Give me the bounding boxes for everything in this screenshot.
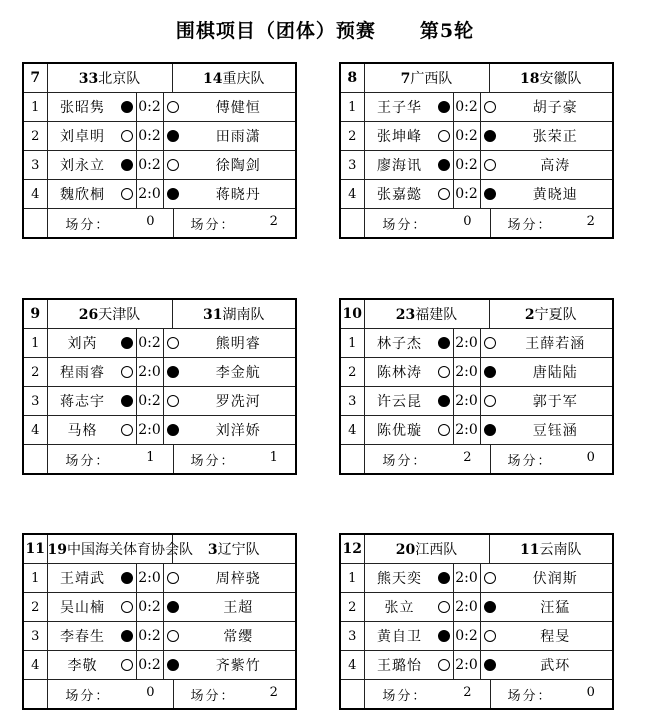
black-stone-icon (121, 337, 133, 349)
team-b-number: 3 (207, 542, 218, 558)
game-row (23, 151, 296, 180)
team-b-name: 安徽队 (539, 71, 582, 87)
team-b-score: 2 (269, 213, 278, 229)
game-result: 2:0 (138, 570, 161, 586)
black-stone-icon (484, 188, 496, 200)
black-stone-icon (121, 101, 133, 113)
team-b-name: 宁夏队 (534, 307, 577, 323)
team-b (172, 63, 296, 93)
player-b: 张荣正 (532, 129, 578, 145)
table-number: 9 (23, 299, 47, 329)
score-label: 场分： (65, 688, 111, 704)
game-result: 2:0 (455, 422, 478, 438)
team-b-name: 湖南队 (222, 307, 265, 323)
board-number: 4 (340, 416, 364, 445)
game-result: 0:2 (138, 128, 161, 144)
black-stone-icon (121, 159, 133, 171)
white-stone-icon (167, 159, 179, 171)
black-stone-icon (484, 601, 496, 613)
game-row (340, 329, 613, 358)
board-number: 3 (340, 387, 364, 416)
team-a-score: 0 (146, 684, 155, 700)
player-a: 张立 (384, 600, 415, 616)
game-row (23, 329, 296, 358)
team-a (47, 299, 172, 329)
player-a: 黄自卫 (377, 629, 422, 645)
game-result: 2:0 (455, 570, 478, 586)
player-b: 高涛 (540, 158, 571, 174)
board-number: 4 (23, 416, 47, 445)
board-number: 4 (23, 651, 47, 680)
team-a (47, 534, 193, 564)
black-stone-icon (167, 659, 179, 671)
score-label: 场分： (382, 453, 428, 469)
player-a: 廖海讯 (377, 158, 422, 174)
player-a: 程雨睿 (60, 365, 105, 381)
game-row (23, 564, 296, 593)
white-stone-icon (484, 630, 496, 642)
player-a: 林子杰 (377, 336, 422, 352)
team-a (364, 534, 489, 564)
team-a-number: 23 (395, 307, 416, 323)
white-stone-icon (484, 572, 496, 584)
player-b: 刘洋娇 (215, 423, 261, 439)
game-result: 0:2 (138, 393, 161, 409)
team-b-number: 31 (203, 307, 223, 323)
player-a: 马格 (67, 423, 98, 439)
game-row (23, 622, 296, 651)
white-stone-icon (484, 101, 496, 113)
team-a-name: 中国海关体育协会队 (66, 542, 193, 558)
game-result: 0:2 (138, 599, 161, 615)
game-result: 2:0 (138, 186, 161, 202)
board-number: 2 (340, 358, 364, 387)
player-a: 张嘉懿 (377, 187, 422, 203)
game-row (23, 122, 296, 151)
player-b: 汪猛 (540, 600, 571, 616)
player-b: 黄晓迪 (532, 187, 578, 203)
game-row (23, 93, 296, 122)
player-a: 刘永立 (60, 158, 105, 174)
game-row (23, 651, 296, 680)
player-b: 徐陶剑 (215, 158, 261, 174)
team-a-score: 2 (463, 449, 472, 465)
score-label: 场分： (190, 217, 236, 233)
score-label: 场分： (382, 217, 428, 233)
player-b: 李金航 (215, 365, 261, 381)
score-row (340, 445, 613, 475)
game-row (340, 416, 613, 445)
player-a: 王靖武 (60, 571, 105, 587)
white-stone-icon (167, 101, 179, 113)
player-b: 蒋晓丹 (215, 187, 261, 203)
game-result: 0:2 (138, 657, 161, 673)
black-stone-icon (167, 188, 179, 200)
team-b-number: 11 (520, 542, 540, 558)
player-a: 魏欣桐 (60, 187, 105, 203)
game-row (23, 593, 296, 622)
black-stone-icon (438, 337, 450, 349)
game-result: 2:0 (455, 657, 478, 673)
game-result: 0:2 (455, 628, 478, 644)
player-a: 张昭隽 (60, 100, 105, 116)
white-stone-icon (167, 572, 179, 584)
black-stone-icon (167, 424, 179, 436)
player-b: 胡子豪 (532, 100, 578, 116)
white-stone-icon (167, 337, 179, 349)
player-a: 王子华 (377, 100, 422, 116)
white-stone-icon (121, 601, 133, 613)
score-label: 场分： (65, 453, 111, 469)
table-number: 11 (23, 534, 47, 564)
player-b: 熊明睿 (215, 336, 261, 352)
white-stone-icon (167, 395, 179, 407)
team-b (489, 299, 613, 329)
score-label: 场分： (382, 688, 428, 704)
player-a: 陈林涛 (377, 365, 422, 381)
team-a-score: 1 (146, 449, 155, 465)
black-stone-icon (484, 130, 496, 142)
team-a (364, 63, 489, 93)
board-number: 4 (340, 180, 364, 209)
player-a: 李春生 (60, 629, 105, 645)
black-stone-icon (438, 395, 450, 407)
table-number: 8 (340, 63, 364, 93)
team-a-name: 江西队 (415, 542, 458, 558)
white-stone-icon (484, 159, 496, 171)
board-number: 3 (23, 387, 47, 416)
game-result: 2:0 (455, 393, 478, 409)
team-a-score: 0 (146, 213, 155, 229)
game-result: 0:2 (138, 157, 161, 173)
game-row (23, 180, 296, 209)
game-result: 2:0 (455, 599, 478, 615)
board-number: 1 (23, 93, 47, 122)
black-stone-icon (484, 366, 496, 378)
white-stone-icon (438, 366, 450, 378)
team-b-score: 2 (586, 213, 595, 229)
black-stone-icon (167, 130, 179, 142)
game-result: 0:2 (455, 128, 478, 144)
score-row (340, 209, 613, 239)
score-row (23, 445, 296, 475)
team-b-number: 14 (203, 71, 223, 87)
table-number: 12 (340, 534, 364, 564)
white-stone-icon (484, 395, 496, 407)
board-number: 1 (340, 329, 364, 358)
white-stone-icon (438, 659, 450, 671)
black-stone-icon (167, 366, 179, 378)
team-a-number: 26 (78, 307, 99, 323)
game-result: 0:2 (455, 99, 478, 115)
game-row (340, 387, 613, 416)
black-stone-icon (438, 159, 450, 171)
score-label: 场分： (190, 453, 236, 469)
team-a-number: 7 (400, 71, 411, 87)
game-row (23, 358, 296, 387)
player-b: 伏润斯 (532, 571, 578, 587)
board-number: 2 (340, 593, 364, 622)
player-a: 陈优璇 (377, 423, 422, 439)
player-a: 张坤峰 (377, 129, 422, 145)
black-stone-icon (438, 101, 450, 113)
team-b (489, 534, 613, 564)
player-a: 李敬 (67, 658, 98, 674)
score-row (23, 680, 296, 710)
board-number: 1 (340, 93, 364, 122)
game-result: 0:2 (138, 99, 161, 115)
board-number: 3 (340, 622, 364, 651)
team-b-name: 重庆队 (222, 71, 265, 87)
game-row (340, 593, 613, 622)
team-a (47, 63, 172, 93)
player-a: 许云昆 (377, 394, 422, 410)
board-number: 2 (23, 122, 47, 151)
white-stone-icon (438, 188, 450, 200)
black-stone-icon (121, 630, 133, 642)
team-b-number: 18 (520, 71, 540, 87)
game-result: 2:0 (138, 422, 161, 438)
team-b (172, 299, 296, 329)
table-number: 10 (340, 299, 364, 329)
game-row (340, 651, 613, 680)
board-number: 2 (23, 593, 47, 622)
board-number: 3 (23, 622, 47, 651)
team-b-number: 2 (524, 307, 535, 323)
game-row (340, 151, 613, 180)
black-stone-icon (167, 601, 179, 613)
player-a: 蒋志宇 (60, 394, 105, 410)
score-label: 场分： (507, 453, 553, 469)
team-a-number: 33 (78, 71, 99, 87)
team-b-score: 2 (269, 684, 278, 700)
game-result: 2:0 (138, 364, 161, 380)
white-stone-icon (121, 130, 133, 142)
game-result: 0:2 (455, 157, 478, 173)
board-number: 3 (340, 151, 364, 180)
player-a: 熊天奕 (377, 571, 422, 587)
round-label: 第5轮 (419, 20, 475, 42)
board-number: 4 (23, 180, 47, 209)
game-row (340, 358, 613, 387)
player-a: 吴山楠 (60, 600, 105, 616)
game-result: 2:0 (455, 335, 478, 351)
table-number: 7 (23, 63, 47, 93)
team-a-name: 福建队 (415, 307, 458, 323)
player-b: 王薛若涵 (525, 336, 586, 352)
player-b: 田雨潇 (215, 129, 261, 145)
white-stone-icon (484, 337, 496, 349)
white-stone-icon (121, 659, 133, 671)
score-label: 场分： (190, 688, 236, 704)
black-stone-icon (438, 630, 450, 642)
team-b-name: 辽宁队 (217, 542, 260, 558)
game-row (340, 180, 613, 209)
board-number: 1 (340, 564, 364, 593)
team-a-number: 20 (395, 542, 416, 558)
team-a-score: 2 (463, 684, 472, 700)
player-b: 郭于军 (532, 394, 578, 410)
white-stone-icon (121, 366, 133, 378)
team-a-name: 广西队 (410, 71, 453, 87)
team-b-name: 云南队 (539, 542, 582, 558)
player-b: 武环 (540, 658, 571, 674)
player-b: 唐陆陆 (532, 365, 578, 381)
team-a-name: 天津队 (98, 307, 141, 323)
board-number: 4 (340, 651, 364, 680)
white-stone-icon (167, 630, 179, 642)
team-b-score: 0 (586, 684, 595, 700)
game-row (340, 622, 613, 651)
player-a: 刘卓明 (60, 129, 105, 145)
player-b: 傅健恒 (215, 100, 261, 116)
match-table (22, 62, 297, 239)
black-stone-icon (121, 395, 133, 407)
player-b: 豆钰涵 (532, 423, 578, 439)
match-table (22, 533, 297, 710)
player-b: 齐紫竹 (215, 658, 261, 674)
game-row (340, 93, 613, 122)
white-stone-icon (438, 130, 450, 142)
team-b (489, 63, 613, 93)
player-b: 常缨 (223, 629, 254, 645)
score-row (340, 680, 613, 710)
event-title: 围棋项目（团体）预赛 (175, 20, 376, 42)
page-title (0, 16, 650, 43)
game-result: 2:0 (455, 364, 478, 380)
white-stone-icon (438, 601, 450, 613)
team-a-score: 0 (463, 213, 472, 229)
game-row (23, 387, 296, 416)
game-row (23, 416, 296, 445)
white-stone-icon (121, 424, 133, 436)
score-row (23, 209, 296, 239)
board-number: 1 (23, 329, 47, 358)
score-label: 场分： (65, 217, 111, 233)
game-row (340, 564, 613, 593)
white-stone-icon (438, 424, 450, 436)
match-table (339, 62, 614, 239)
score-label: 场分： (507, 688, 553, 704)
team-a-number: 19 (47, 542, 67, 558)
match-table (339, 533, 614, 710)
game-result: 0:2 (138, 628, 161, 644)
black-stone-icon (438, 572, 450, 584)
player-a: 刘芮 (67, 336, 98, 352)
player-b: 罗冼河 (215, 394, 261, 410)
white-stone-icon (121, 188, 133, 200)
black-stone-icon (484, 659, 496, 671)
black-stone-icon (484, 424, 496, 436)
player-b: 周梓骁 (215, 571, 261, 587)
game-result: 0:2 (138, 335, 161, 351)
match-table (22, 298, 297, 475)
board-number: 2 (340, 122, 364, 151)
player-a: 王璐怡 (377, 658, 422, 674)
black-stone-icon (121, 572, 133, 584)
team-b-score: 1 (269, 449, 278, 465)
game-result: 0:2 (455, 186, 478, 202)
board-number: 1 (23, 564, 47, 593)
board-number: 3 (23, 151, 47, 180)
board-number: 2 (23, 358, 47, 387)
player-b: 王超 (223, 600, 254, 616)
team-a-name: 北京队 (98, 71, 141, 87)
score-label: 场分： (507, 217, 553, 233)
team-a (364, 299, 489, 329)
game-row (340, 122, 613, 151)
match-table (339, 298, 614, 475)
player-b: 程旻 (540, 629, 571, 645)
team-b-score: 0 (586, 449, 595, 465)
